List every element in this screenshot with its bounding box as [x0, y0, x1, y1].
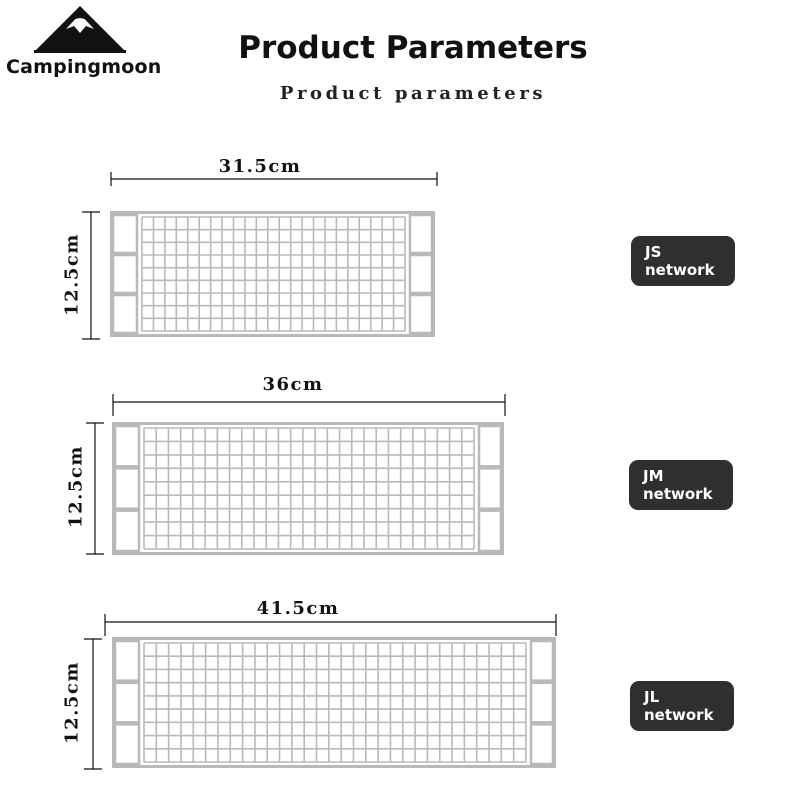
height-dimension-line-jm [84, 422, 106, 556]
badge-js [631, 236, 735, 286]
badge-jm-line1: JM [643, 467, 664, 485]
width-dimension-line-jm [112, 392, 508, 418]
height-dimension-line-js [80, 211, 102, 341]
page-subtitle: Product parameters [279, 83, 547, 104]
height-label-js: 12.5cm [61, 233, 83, 316]
height-label-jl: 12.5cm [61, 661, 83, 744]
grill-net-js [110, 211, 435, 342]
width-label-jl: 41.5cm [256, 598, 340, 619]
grill-net-jm [112, 422, 504, 560]
badge-jm-line2: network [643, 485, 713, 503]
grill-net-jl [112, 637, 556, 773]
width-label-jm: 36cm [262, 374, 324, 395]
badge-jl [630, 681, 734, 731]
width-label-js: 31.5cm [218, 156, 302, 177]
badge-jl-line2: network [644, 706, 714, 724]
height-label-jm: 12.5cm [65, 445, 87, 528]
width-dimension-line-js [110, 172, 440, 186]
width-dimension-line-jl [104, 614, 560, 638]
page-title: Product Parameters [238, 30, 588, 66]
badge-jm [629, 460, 733, 510]
badge-js-line2: network [645, 261, 715, 279]
brand-name: Campingmoon [6, 56, 162, 78]
height-dimension-line-jl [82, 638, 104, 772]
badge-jl-line1: JL [644, 688, 660, 706]
badge-js-line1: JS [645, 243, 662, 261]
